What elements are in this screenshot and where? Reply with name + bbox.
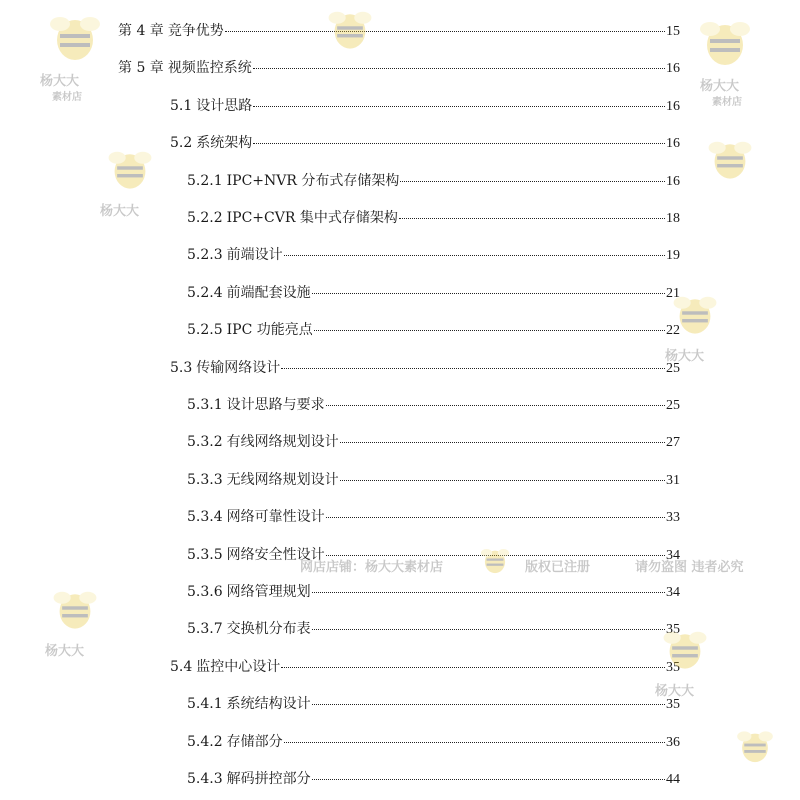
toc-entry-title: IPC+CVR 集中式存储架构 bbox=[226, 210, 398, 226]
toc-entry-label bbox=[187, 321, 313, 339]
toc-entry-title: 竞争优势 bbox=[167, 23, 224, 39]
toc-entry-label bbox=[187, 508, 325, 526]
toc-entry-title: 存储部分 bbox=[226, 733, 283, 750]
toc-entry[interactable] bbox=[187, 733, 680, 752]
toc-entry-number: 第 4 章 bbox=[118, 23, 164, 39]
toc-dot-leader bbox=[400, 181, 665, 182]
toc-entry-number: 5.3.5 bbox=[187, 546, 223, 563]
toc-entry[interactable] bbox=[187, 209, 680, 228]
watermark-notice: 网店店铺：杨大大素材店 bbox=[300, 560, 444, 575]
toc-entry-label bbox=[170, 658, 280, 676]
toc-page-number: 16 bbox=[666, 98, 680, 114]
toc-dot-leader bbox=[312, 592, 665, 593]
toc-entry[interactable] bbox=[187, 172, 680, 191]
toc-entry-number: 5.3.3 bbox=[187, 471, 223, 488]
toc-entry[interactable] bbox=[170, 658, 680, 677]
toc-page-number: 21 bbox=[666, 285, 680, 301]
toc-entry[interactable] bbox=[170, 97, 680, 116]
toc-dot-leader bbox=[284, 742, 665, 743]
toc-dot-leader bbox=[312, 779, 665, 780]
toc-entry[interactable] bbox=[118, 22, 680, 41]
toc-entry-number: 5.3.4 bbox=[187, 509, 223, 526]
toc-dot-leader bbox=[253, 68, 665, 69]
toc-entry[interactable] bbox=[187, 508, 680, 527]
toc-entry[interactable] bbox=[187, 770, 680, 789]
toc-entry-number: 5.3.2 bbox=[187, 434, 223, 451]
toc-page-number: 34 bbox=[666, 585, 680, 600]
toc-entry[interactable] bbox=[187, 321, 680, 340]
toc-entry[interactable] bbox=[187, 284, 680, 303]
toc-entry[interactable] bbox=[170, 359, 680, 378]
toc-page-number: 35 bbox=[666, 659, 680, 675]
toc-page-number: 35 bbox=[666, 697, 680, 713]
toc-entry-label bbox=[187, 209, 398, 227]
toc-entry-number: 5.3.1 bbox=[187, 397, 223, 413]
toc-dot-leader bbox=[399, 218, 665, 219]
toc-dot-leader bbox=[253, 106, 665, 107]
toc-dot-leader bbox=[312, 293, 665, 294]
toc-dot-leader bbox=[281, 667, 665, 668]
toc-entry-title: 设计思路 bbox=[196, 97, 253, 114]
toc-dot-leader bbox=[284, 255, 665, 256]
watermark-bee-logo bbox=[700, 135, 760, 205]
toc-entry-label bbox=[187, 620, 311, 638]
toc-entry-label bbox=[187, 695, 311, 713]
toc-entry[interactable] bbox=[187, 396, 680, 415]
toc-entry-label bbox=[118, 22, 224, 40]
watermark-brand: 杨大大 bbox=[700, 79, 740, 94]
toc-dot-leader bbox=[326, 517, 665, 518]
toc-entry-label bbox=[187, 396, 325, 414]
watermark-brand: 杨大大 bbox=[665, 349, 705, 364]
toc-entry[interactable] bbox=[118, 59, 680, 78]
watermark-brand: 杨大大 bbox=[45, 644, 85, 659]
watermark-bee-logo bbox=[475, 545, 515, 590]
watermark-notice: 请勿盗图 违者必究 bbox=[635, 560, 744, 575]
toc-entry-number: 5.2.3 bbox=[187, 247, 223, 264]
toc-entry-label bbox=[187, 733, 283, 751]
toc-entry[interactable] bbox=[187, 471, 680, 490]
toc-entry-number: 5.3 bbox=[170, 359, 193, 376]
toc-entry-title: 网络安全性设计 bbox=[226, 546, 325, 563]
watermark-sub: 素材店 bbox=[52, 92, 82, 103]
toc-entry-title: 交换机分布表 bbox=[226, 621, 311, 638]
toc-page-number: 16 bbox=[666, 173, 680, 189]
toc-entry-number: 5.4.1 bbox=[187, 696, 223, 713]
toc-entry-label bbox=[187, 583, 311, 601]
toc-entry-label bbox=[187, 433, 339, 451]
toc-dot-leader bbox=[340, 442, 665, 443]
watermark-brand: 杨大大 bbox=[655, 684, 695, 699]
toc-page-number: 25 bbox=[666, 360, 680, 376]
toc-entry-label bbox=[187, 471, 339, 489]
toc-entry-label bbox=[187, 246, 283, 264]
toc-page-number: 25 bbox=[666, 398, 680, 413]
toc-page-number: 15 bbox=[666, 24, 680, 39]
toc-entry-title: 无线网络规划设计 bbox=[226, 471, 339, 488]
toc-page-number: 27 bbox=[666, 435, 680, 451]
toc-entry-title: 前端配套设施 bbox=[226, 284, 311, 301]
toc-entry-title: 解码拼控部分 bbox=[226, 771, 311, 787]
toc-dot-leader bbox=[281, 368, 665, 369]
toc-entry-number: 5.4.2 bbox=[187, 733, 223, 750]
toc-dot-leader bbox=[312, 704, 665, 705]
toc-entry-title: IPC+NVR 分布式存储架构 bbox=[226, 172, 400, 189]
toc-entry[interactable] bbox=[187, 583, 680, 602]
toc-page-number: 22 bbox=[666, 323, 680, 339]
toc-entry[interactable] bbox=[187, 246, 680, 265]
toc-entry-title: 传输网络设计 bbox=[196, 359, 281, 376]
toc-entry-title: 有线网络规划设计 bbox=[226, 434, 339, 451]
toc-entry-title: 网络可靠性设计 bbox=[226, 509, 325, 526]
watermark-brand: 杨大大 bbox=[100, 204, 140, 219]
toc-entry-number: 5.3.6 bbox=[187, 584, 223, 600]
toc-entry-title: 监控中心设计 bbox=[196, 658, 281, 675]
toc-dot-leader bbox=[340, 480, 665, 481]
toc-entry-number: 5.3.7 bbox=[187, 621, 223, 638]
toc-entry-title: 系统架构 bbox=[196, 135, 253, 152]
toc-entry-label bbox=[187, 172, 399, 190]
toc-entry-number: 5.2.5 bbox=[187, 322, 223, 339]
toc-dot-leader bbox=[326, 405, 665, 406]
toc-page-number: 18 bbox=[666, 211, 680, 226]
toc-page-number: 44 bbox=[666, 772, 680, 787]
toc-entry-number: 5.2 bbox=[170, 135, 193, 152]
toc-page-number: 31 bbox=[666, 472, 680, 488]
watermark-bee-logo bbox=[730, 725, 780, 785]
toc-entry-title: 网络管理规划 bbox=[226, 584, 311, 600]
toc-dot-leader bbox=[314, 330, 665, 331]
toc-entry[interactable] bbox=[170, 134, 680, 153]
watermark-brand: 杨大大 bbox=[40, 74, 80, 89]
toc-page-number: 16 bbox=[666, 61, 680, 77]
toc-page-number: 33 bbox=[666, 510, 680, 526]
toc-entry-number: 5.4.3 bbox=[187, 771, 223, 787]
toc-entry-title: 视频监控系统 bbox=[167, 60, 252, 77]
toc-entry-number: 5.4 bbox=[170, 658, 193, 675]
toc-entry-number: 5.2.4 bbox=[187, 284, 223, 301]
toc-entry[interactable] bbox=[187, 695, 680, 714]
toc-page-number: 36 bbox=[666, 734, 680, 750]
toc-dot-leader bbox=[225, 31, 665, 32]
watermark-sub: 素材店 bbox=[712, 97, 742, 108]
toc-entry-number: 5.2.1 bbox=[187, 172, 223, 189]
toc-page-number: 16 bbox=[666, 136, 680, 152]
toc-entry-title: IPC 功能亮点 bbox=[226, 322, 313, 339]
toc-entry-label bbox=[187, 284, 311, 302]
toc-dot-leader bbox=[253, 143, 665, 144]
toc-entry-number: 5.2.2 bbox=[187, 210, 223, 226]
toc-page-number: 35 bbox=[666, 622, 680, 638]
toc-entry[interactable] bbox=[187, 433, 680, 452]
toc-dot-leader bbox=[312, 629, 665, 630]
toc-entry-label bbox=[170, 97, 252, 115]
toc-entry-title: 系统结构设计 bbox=[226, 696, 311, 713]
toc-entry-label bbox=[118, 59, 252, 77]
toc-entry-label bbox=[170, 359, 280, 377]
toc-entry-label bbox=[170, 134, 252, 152]
toc-entry-number: 第 5 章 bbox=[118, 60, 164, 77]
toc-entry-title: 前端设计 bbox=[226, 247, 283, 264]
watermark-bee-logo bbox=[320, 5, 380, 75]
watermark-notice: 版权已注册 bbox=[525, 560, 591, 575]
toc-entry[interactable] bbox=[187, 620, 680, 639]
toc-entry-label bbox=[187, 770, 311, 788]
toc-page-number: 34 bbox=[666, 547, 680, 563]
toc-entry-title: 设计思路与要求 bbox=[226, 397, 325, 413]
toc-page-number: 19 bbox=[666, 248, 680, 264]
toc-entry-number: 5.1 bbox=[170, 97, 193, 114]
